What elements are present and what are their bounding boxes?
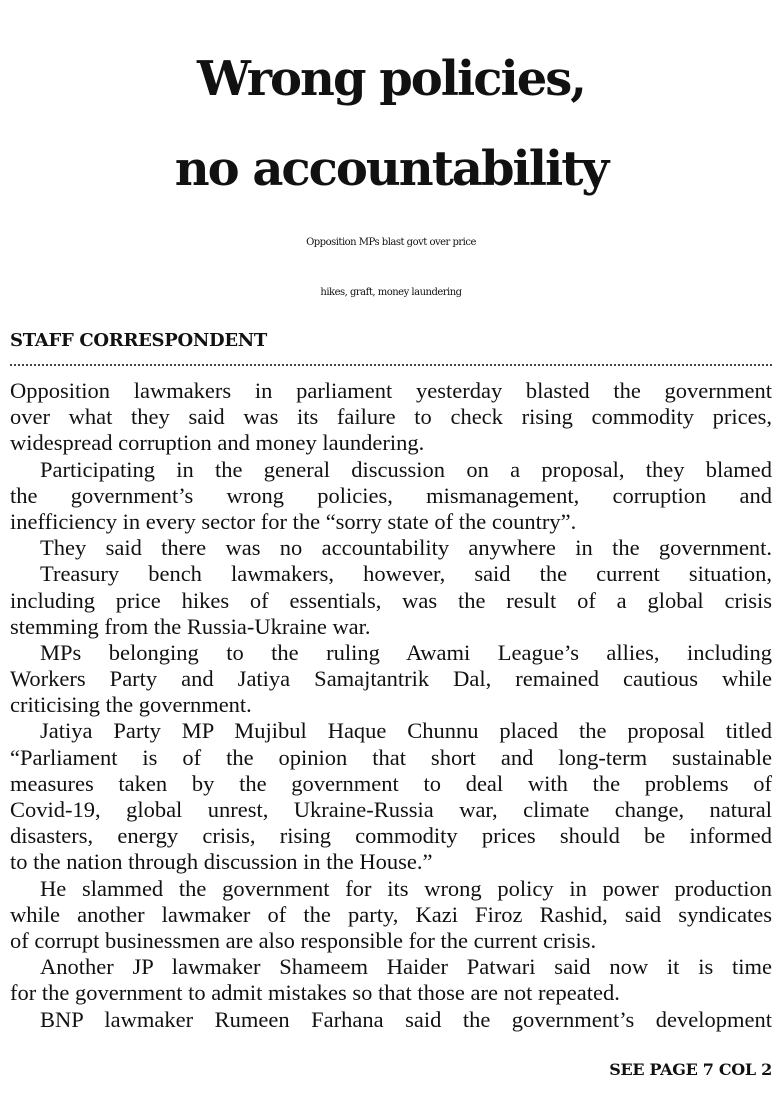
- body-line: disasters, energy crisis, rising commodity prices should be informed: [10, 823, 772, 849]
- headline: [0, 34, 782, 214]
- body-line: Covid-19, global unrest, Ukraine-Russia war, climate change, natural: [10, 797, 772, 822]
- subheadline-line: Opposition MPs blast govt over price: [306, 237, 476, 248]
- byline: STAFF CORRESPONDENT: [10, 330, 267, 351]
- body-line: He slammed the government for its wrong policy in power production: [40, 875, 772, 901]
- body-line: for the government to admit mistakes so that those are not repeated.: [10, 980, 620, 1006]
- body-line: criticising the government.: [10, 692, 252, 718]
- subheadline-line: hikes, graft, money laundering: [320, 287, 462, 298]
- subheadline: [0, 218, 782, 318]
- body-line: widespread corruption and money laundering.: [10, 430, 425, 456]
- body-line: Treasury bench lawmakers, however, said the current situation,: [40, 561, 772, 587]
- body-line: BNP lawmaker Rumeen Farhana said the government’s development: [40, 1006, 772, 1032]
- body-line: Workers Party and Jatiya Samajtantrik Dal, remained cautious while: [10, 666, 772, 692]
- body-line: while another lawmaker of the party, Kazi Firoz Rashid, said syndicates: [10, 901, 772, 927]
- body-line: Opposition lawmakers in parliament yesterday blasted the government: [10, 378, 772, 403]
- continuation-jump: SEE PAGE 7 COL 2: [609, 1060, 772, 1079]
- body-line: inefficiency in every sector for the “sorry state of the country”.: [10, 508, 577, 534]
- body-line: They said there was no accountability anywhere in the government.: [40, 535, 772, 561]
- body-line: over what they said was its failure to check rising commodity prices,: [10, 404, 772, 430]
- body-line: to the nation through discussion in the House.”: [10, 849, 433, 875]
- body-line: Participating in the general discussion on a proposal, they blamed: [40, 456, 772, 482]
- body-line: Another JP lawmaker Shameem Haider Patwari said now it is time: [40, 954, 772, 980]
- article-body: [10, 378, 772, 1033]
- body-line: measures taken by the government to deal with the problems of: [10, 770, 772, 796]
- body-line: MPs belonging to the ruling Awami League’s allies, including: [40, 639, 772, 665]
- body-line: of corrupt businessmen are also responsible for the current crisis.: [10, 927, 597, 953]
- body-line: “Parliament is of the opinion that short and long-term sustainable: [10, 744, 772, 770]
- body-line: including price hikes of essentials, was the result of a global crisis: [10, 587, 772, 613]
- body-line: Jatiya Party MP Mujibul Haque Chunnu placed the proposal titled: [40, 718, 772, 744]
- headline-line: Wrong policies,: [196, 51, 585, 107]
- headline-line: no accountability: [174, 141, 608, 197]
- dotted-divider: [10, 364, 772, 366]
- body-line: stemming from the Russia-Ukraine war.: [10, 613, 371, 639]
- body-line: the government’s wrong policies, mismanagement, corruption and: [10, 482, 772, 508]
